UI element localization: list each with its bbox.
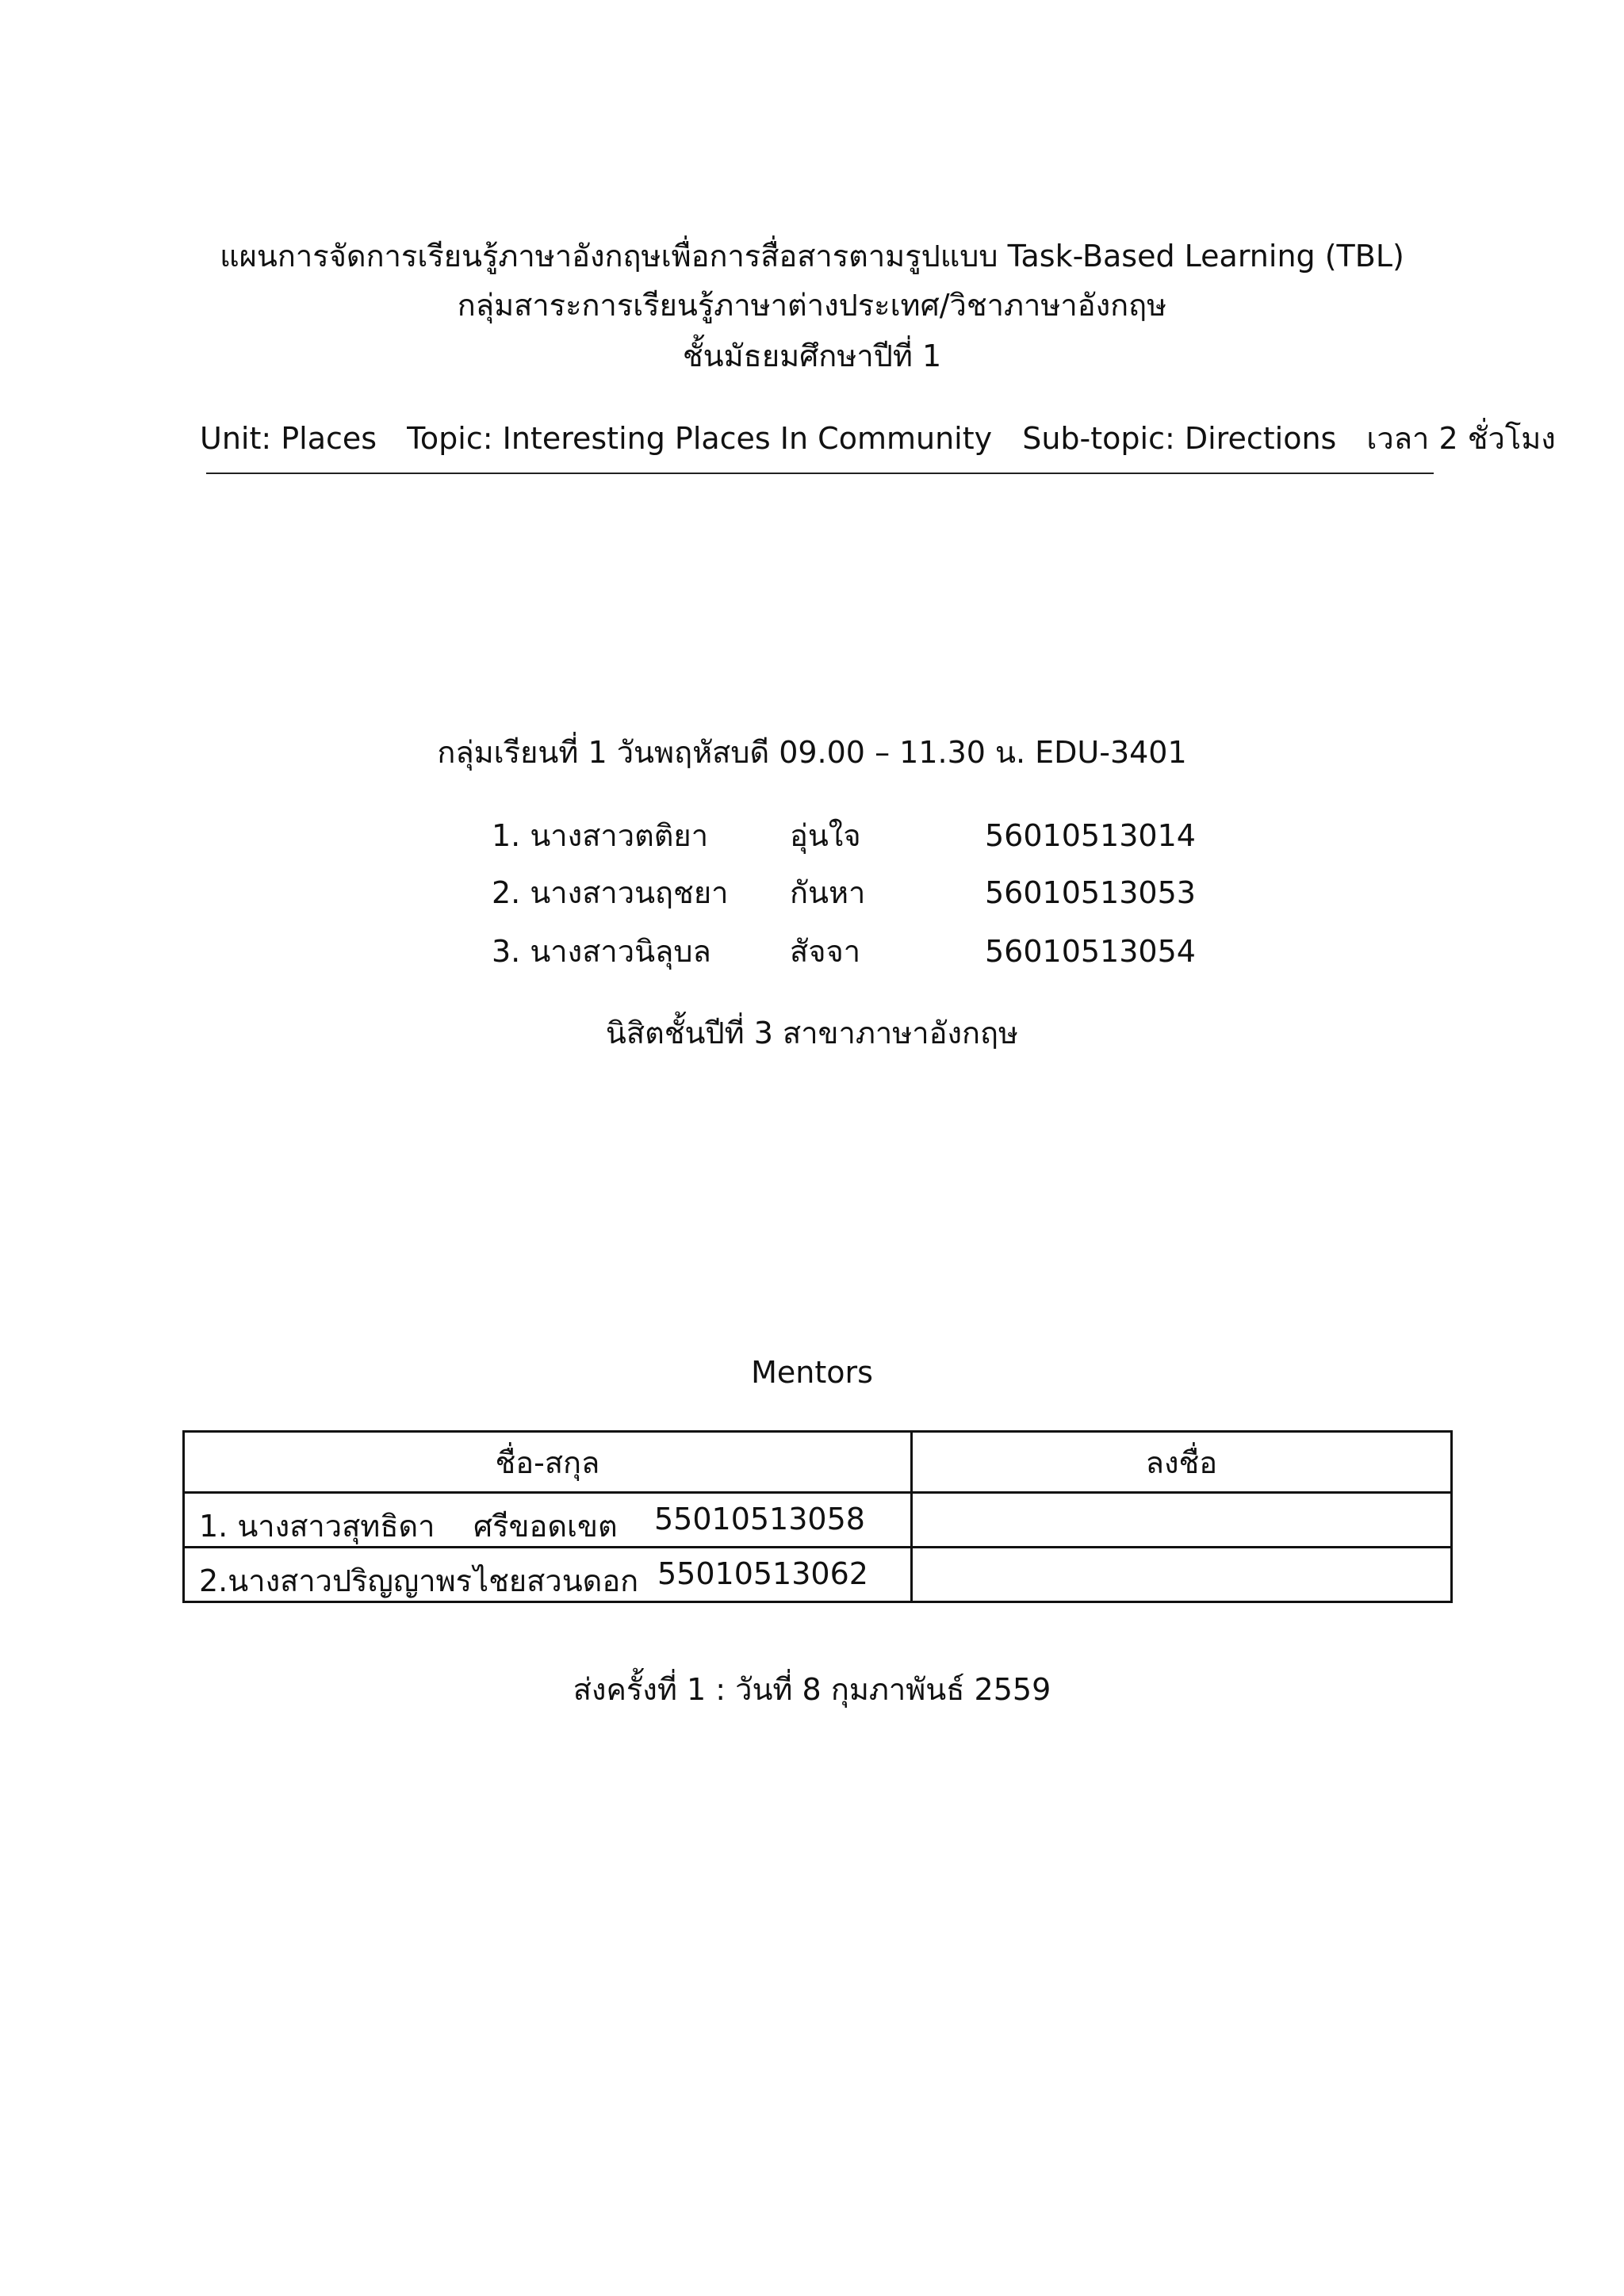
student-surname: อุ่นใจ <box>790 818 861 853</box>
student-row <box>492 931 1285 972</box>
signature-cell <box>911 1548 1451 1602</box>
signature-cell <box>911 1493 1451 1548</box>
student-name: 1. นางสาวตติยา <box>492 818 709 853</box>
year-major-line: นิสิตชั้นปีที่ 3 สาขาภาษาอังกฤษ <box>605 1016 1019 1050</box>
student-id: 56010513014 <box>985 818 1196 853</box>
mentor-name: 2.นางสาวปริญญาพร <box>199 1563 473 1598</box>
student-surname: สัจจา <box>790 934 861 969</box>
mentor-surname: ไชยสวนดอก <box>473 1563 639 1598</box>
submission-date: ส่งครั้งที่ 1 : วันที่ 8 กุมภาพันธ์ 2559 <box>573 1672 1051 1707</box>
duration-label: เวลา 2 ชั่วโมง <box>1366 421 1556 456</box>
student-id: 56010513054 <box>985 934 1196 969</box>
mentor-name: 1. นางสาวสุทธิดา <box>199 1509 435 1544</box>
mentors-heading: Mentors <box>751 1355 873 1390</box>
student-id: 56010513053 <box>985 875 1196 910</box>
column-header-name: ชื่อ-สกุล <box>184 1432 912 1493</box>
unit-info-line <box>200 419 1556 458</box>
student-name: 2. นางสาวนฤชยา <box>492 875 729 910</box>
grade-level-title: ชั้นมัธยมศึกษาปีที่ 1 <box>682 339 942 373</box>
unit-label: Unit: Places <box>200 421 377 456</box>
mentor-table <box>182 1430 1453 1603</box>
table-row <box>184 1548 1452 1602</box>
mentor-name-cell <box>184 1493 912 1548</box>
column-header-signature: ลงชื่อ <box>911 1432 1451 1493</box>
document-title: แผนการจัดการเรียนรู้ภาษาอังกฤษเพื่อการสื่อสารตามรูปแบบ Task-Based Learning (TBL) <box>220 239 1404 274</box>
student-row <box>492 815 1285 856</box>
student-surname: กันหา <box>790 875 866 910</box>
table-row <box>184 1493 1452 1548</box>
mentor-surname: ศรีขอดเขต <box>473 1509 618 1544</box>
student-name: 3. นางสาวนิลุบล <box>492 934 711 969</box>
class-schedule: กลุ่มเรียนที่ 1 วันพฤหัสบดี 09.00 – 11.30 น. EDU-3401 <box>437 735 1187 770</box>
subject-group-title: กลุ่มสาระการเรียนรู้ภาษาต่างประเทศ/วิชาภาษาอังกฤษ <box>457 288 1167 323</box>
topic-label: Topic: Interesting Places In Community <box>407 421 993 456</box>
header-divider <box>206 473 1434 474</box>
subtopic-label: Sub-topic: Directions <box>1022 421 1337 456</box>
mentor-id: 55010513062 <box>657 1556 868 1591</box>
mentor-name-cell <box>184 1548 912 1602</box>
student-row <box>492 872 1285 913</box>
mentor-id: 55010513058 <box>654 1502 865 1536</box>
table-header-row <box>184 1432 1452 1493</box>
